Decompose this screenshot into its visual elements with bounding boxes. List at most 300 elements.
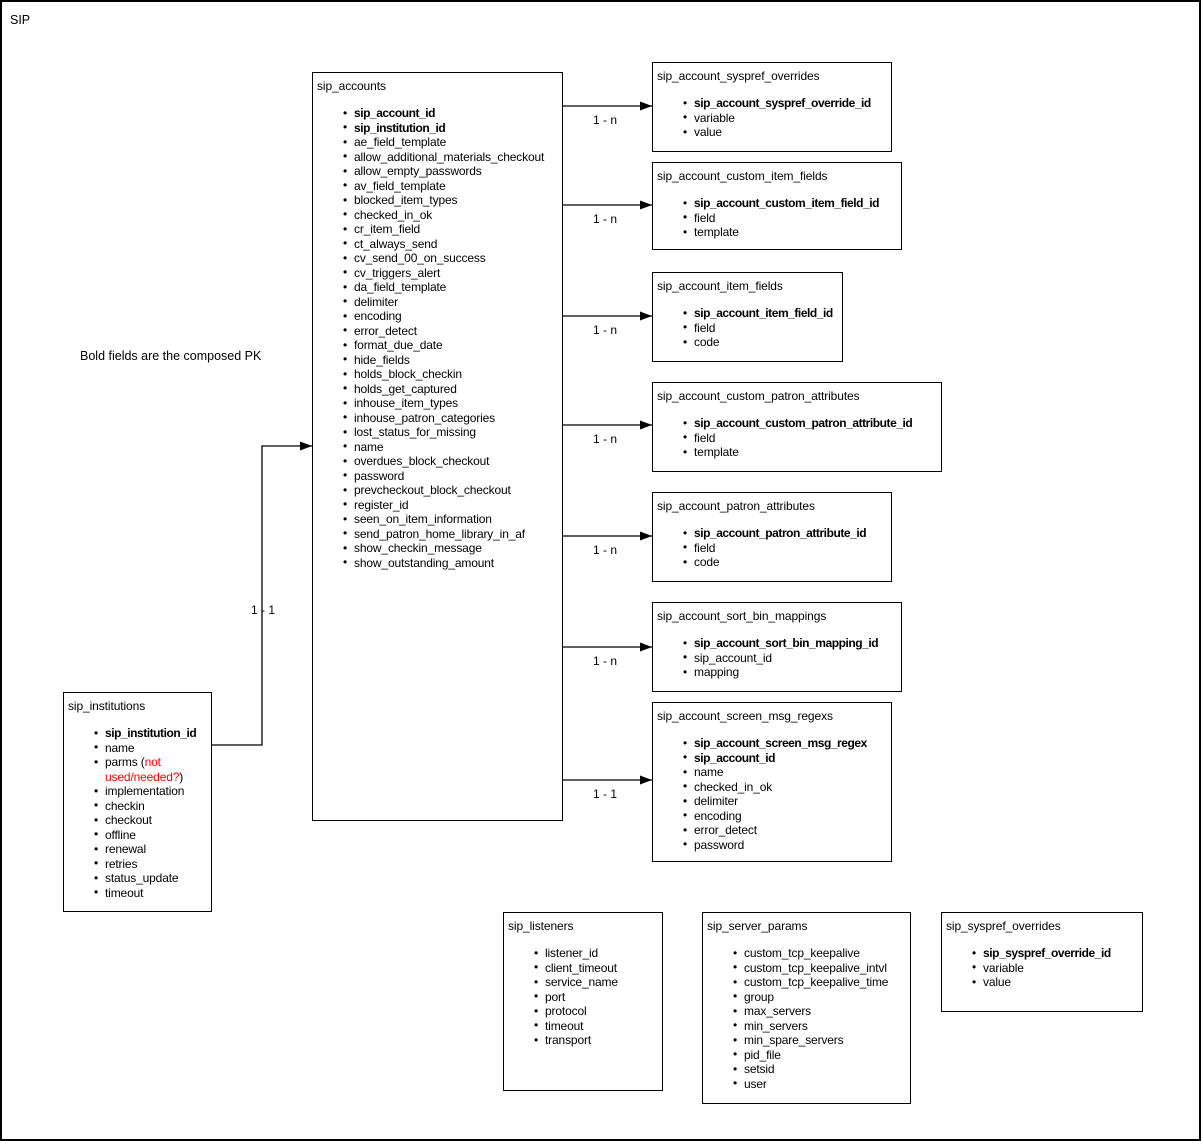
field-text: hide_fields (354, 352, 410, 367)
entity-field-list (313, 106, 562, 570)
bullet-icon: • (343, 540, 348, 555)
bullet-icon: • (733, 974, 738, 989)
field-text: not used/needed? (105, 755, 180, 784)
entity-field (94, 799, 209, 814)
entity-sip_account_sort_bin_mappings (652, 602, 902, 692)
entity-field (343, 483, 560, 498)
connector-cardinality-label: 1 - n (592, 113, 618, 127)
bullet-icon: • (733, 1018, 738, 1032)
connector-cardinality-label: 1 - 1 (592, 787, 618, 801)
entity-field (683, 96, 889, 111)
field-text: sip_account_screen_msg_regex (694, 736, 867, 750)
entity-field (343, 425, 560, 440)
entity-field (343, 512, 560, 527)
field-text: sip_account_syspref_override_id (694, 96, 871, 110)
field-text: code (694, 555, 720, 569)
entity-field (733, 961, 908, 976)
entity-title: sip_account_screen_msg_regexs (657, 709, 833, 723)
connector-sip_institutions-to-sip_accounts (212, 446, 312, 745)
bullet-icon: • (683, 735, 687, 750)
field-text: delimiter (354, 294, 398, 309)
entity-field (534, 975, 660, 990)
entity-field (683, 765, 889, 780)
entity-field (733, 1077, 908, 1092)
connector-cardinality-label: 1 - n (592, 212, 618, 226)
entity-field (683, 321, 840, 336)
field-text: sip_account_item_field_id (694, 306, 833, 320)
bullet-icon: • (343, 555, 348, 569)
field-text: value (983, 975, 1011, 989)
field-text: field (694, 540, 716, 555)
bullet-icon: • (683, 210, 688, 224)
entity-field (683, 431, 939, 446)
field-text: cr_item_field (354, 222, 421, 236)
field-text: prevcheckout_block_checkout (354, 483, 511, 497)
bullet-icon: • (343, 323, 348, 337)
entity-sip_server_params (702, 912, 911, 1104)
bullet-icon: • (343, 134, 348, 149)
bullet-icon: • (683, 779, 688, 793)
entity-field-list (653, 196, 901, 240)
entity-field (683, 794, 889, 809)
entity-field-list (653, 96, 891, 140)
field-text: code (694, 335, 720, 349)
field-text: min_servers (744, 1018, 808, 1033)
connector-cardinality-label: 1 - 1 (250, 603, 276, 617)
field-text: checked_in_ok (694, 779, 773, 794)
bullet-icon: • (343, 497, 348, 511)
entity-field (683, 225, 899, 240)
entity-field (343, 135, 560, 150)
entity-field-list (703, 946, 910, 1091)
bullet-icon: • (343, 265, 348, 279)
bullet-icon: • (94, 754, 99, 769)
bullet-icon: • (733, 1061, 738, 1076)
entity-field (94, 755, 209, 784)
entity-field (343, 266, 560, 281)
entity-sip_listeners (503, 912, 663, 1091)
bullet-icon: • (343, 381, 348, 395)
entity-field (683, 751, 889, 766)
bullet-icon: • (683, 305, 687, 320)
entity-field (733, 1062, 908, 1077)
bullet-icon: • (733, 1047, 738, 1061)
field-text: blocked_item_types (354, 193, 458, 207)
bullet-icon: • (343, 149, 348, 163)
bullet-icon: • (343, 105, 347, 120)
bullet-icon: • (733, 989, 738, 1003)
bullet-icon: • (683, 764, 688, 779)
field-text: register_id (354, 497, 409, 512)
bullet-icon: • (534, 989, 539, 1003)
entity-title: sip_listeners (508, 919, 574, 933)
entity-field (534, 961, 660, 976)
entity-field (343, 193, 560, 208)
entity-field (343, 324, 560, 339)
field-text: template (694, 445, 739, 459)
bullet-icon: • (343, 221, 348, 236)
field-text: timeout (545, 1018, 584, 1033)
bullet-icon: • (343, 308, 348, 323)
bullet-icon: • (343, 439, 348, 453)
bullet-icon: • (534, 1003, 539, 1018)
field-text: sip_account_custom_patron_attribute_id (694, 416, 913, 430)
entity-field (683, 838, 889, 853)
entity-field (94, 784, 209, 799)
bullet-icon: • (733, 1003, 738, 1018)
bullet-icon: • (683, 554, 688, 569)
field-text: status_update (105, 871, 179, 885)
bullet-icon: • (94, 827, 99, 841)
entity-field (534, 1033, 660, 1048)
entity-field (683, 823, 889, 838)
entity-title: sip_server_params (707, 919, 808, 933)
entity-field (683, 306, 840, 321)
entity-field (733, 975, 908, 990)
bullet-icon: • (94, 783, 99, 798)
entity-field (343, 295, 560, 310)
entity-field (94, 886, 209, 901)
pk-note: Bold fields are the composed PK (80, 349, 262, 363)
bullet-icon: • (343, 192, 348, 207)
entity-field (683, 445, 939, 460)
bullet-icon: • (343, 395, 348, 410)
bullet-icon: • (534, 1032, 539, 1047)
field-text: ) (179, 769, 184, 784)
bullet-icon: • (683, 124, 688, 139)
entity-field (94, 842, 209, 857)
entity-field (733, 1048, 908, 1063)
entity-field (343, 208, 560, 223)
entity-field (94, 857, 209, 872)
bullet-icon: • (683, 430, 688, 444)
bullet-icon: • (94, 740, 99, 754)
entity-sip_syspref_overrides (941, 912, 1143, 1012)
entity-field (683, 416, 939, 431)
entity-field-list (653, 636, 901, 680)
bullet-icon: • (683, 224, 688, 239)
field-text: transport (545, 1033, 592, 1047)
entity-field-list (653, 416, 941, 460)
field-text: sip_account_sort_bin_mapping_id (694, 636, 879, 650)
entity-field (972, 961, 1140, 976)
entity-field (343, 469, 560, 484)
field-text: parms ( (105, 755, 145, 769)
entity-field-list (653, 736, 891, 852)
entity-title: sip_institutions (68, 699, 146, 713)
field-text: sip_account_patron_attribute_id (694, 526, 867, 540)
field-text: av_field_template (354, 178, 446, 193)
field-text: inhouse_item_types (354, 396, 459, 410)
field-text: password (694, 837, 745, 852)
entity-field (534, 1019, 660, 1034)
entity-field (343, 382, 560, 397)
entity-sip_account_syspref_overrides (652, 62, 892, 152)
field-text: name (354, 439, 384, 454)
field-text: inhouse_patron_categories (354, 410, 496, 425)
entity-field (733, 990, 908, 1005)
field-text: field (694, 430, 716, 445)
bullet-icon: • (683, 837, 688, 851)
entity-title: sip_syspref_overrides (946, 919, 1061, 933)
entity-field (343, 353, 560, 368)
bullet-icon: • (683, 95, 687, 110)
bullet-icon: • (683, 525, 687, 540)
field-text: implementation (105, 784, 185, 798)
field-text: show_checkin_message (354, 541, 482, 555)
field-text: checkout (105, 813, 152, 827)
entity-title: sip_account_sort_bin_mappings (657, 609, 827, 623)
bullet-icon: • (343, 352, 348, 366)
field-text: custom_tcp_keepalive_time (744, 975, 889, 989)
entity-sip_account_patron_attributes (652, 492, 892, 582)
field-text: da_field_template (354, 280, 447, 294)
entity-field (343, 396, 560, 411)
field-text: pid_file (744, 1047, 781, 1062)
field-text: holds_get_captured (354, 381, 457, 396)
field-text: send_patron_home_library_in_af (354, 526, 525, 541)
entity-field (683, 651, 899, 666)
field-text: encoding (354, 309, 402, 323)
connector-cardinality-label: 1 - n (592, 543, 618, 557)
entity-field (343, 556, 560, 571)
entity-sip_account_custom_item_fields (652, 162, 902, 250)
entity-field (733, 1004, 908, 1019)
field-text: sip_account_id (354, 106, 436, 120)
bullet-icon: • (733, 945, 738, 960)
entity-field (683, 665, 899, 680)
field-text: retries (105, 856, 138, 871)
entity-field (683, 125, 889, 140)
entity-field (733, 946, 908, 961)
bullet-icon: • (683, 793, 688, 808)
bullet-icon: • (94, 885, 99, 899)
field-text: seen_on_item_information (354, 512, 492, 526)
entity-field (343, 106, 560, 121)
bullet-icon: • (683, 334, 688, 349)
container-title: SIP (10, 13, 31, 27)
bullet-icon: • (343, 424, 348, 439)
field-text: variable (983, 960, 1024, 975)
entity-field (343, 498, 560, 513)
bullet-icon: • (733, 1076, 738, 1090)
entity-field (343, 541, 560, 556)
entity-field (343, 179, 560, 194)
entity-field (94, 828, 209, 843)
field-text: port (545, 989, 566, 1004)
field-text: format_due_date (354, 338, 443, 352)
field-text: name (105, 740, 135, 755)
bullet-icon: • (683, 750, 687, 764)
bullet-icon: • (343, 453, 348, 468)
entity-field (343, 237, 560, 252)
entity-field (343, 164, 560, 179)
entity-field (343, 222, 560, 237)
field-text: mapping (694, 665, 739, 679)
connector-cardinality-label: 1 - n (592, 432, 618, 446)
field-text: error_detect (694, 823, 757, 837)
bullet-icon: • (683, 808, 688, 822)
entity-field (343, 150, 560, 165)
field-text: allow_empty_passwords (354, 164, 482, 178)
bullet-icon: • (94, 856, 99, 870)
field-text: group (744, 989, 774, 1004)
bullet-icon: • (343, 337, 348, 352)
bullet-icon: • (683, 664, 688, 679)
field-text: checkin (105, 798, 145, 813)
entity-field (94, 741, 209, 756)
entity-field (683, 736, 889, 751)
field-text: error_detect (354, 323, 417, 338)
bullet-icon: • (94, 841, 99, 856)
field-text: ct_always_send (354, 236, 438, 251)
field-text: lost_status_for_missing (354, 425, 476, 439)
field-text: template (694, 225, 739, 239)
entity-field (683, 335, 840, 350)
field-text: value (694, 125, 722, 139)
field-text: checked_in_ok (354, 207, 433, 222)
entity-field (94, 813, 209, 828)
entity-field (343, 440, 560, 455)
field-text: custom_tcp_keepalive_intvl (744, 960, 887, 975)
bullet-icon: • (683, 444, 688, 459)
field-text: ae_field_template (354, 135, 447, 149)
bullet-icon: • (733, 1032, 738, 1047)
entity-field-list (64, 726, 211, 900)
entity-field (972, 975, 1140, 990)
field-text: client_timeout (545, 960, 617, 975)
bullet-icon: • (683, 635, 687, 650)
bullet-icon: • (343, 294, 348, 308)
bullet-icon: • (343, 526, 348, 540)
connector-cardinality-label: 1 - n (592, 323, 618, 337)
bullet-icon: • (343, 511, 348, 526)
entity-field (534, 946, 660, 961)
entity-field (343, 454, 560, 469)
field-text: max_servers (744, 1004, 812, 1018)
field-text: service_name (545, 975, 618, 989)
bullet-icon: • (343, 236, 348, 250)
entity-title: sip_account_patron_attributes (657, 499, 815, 513)
entity-field (683, 809, 889, 824)
entity-title: sip_accounts (317, 79, 386, 93)
entity-field (733, 1033, 908, 1048)
field-text: offline (105, 827, 136, 842)
field-text: sip_syspref_override_id (983, 946, 1111, 960)
entity-title: sip_account_custom_item_fields (657, 169, 828, 183)
bullet-icon: • (343, 250, 348, 265)
entity-field (683, 211, 899, 226)
bullet-icon: • (683, 540, 688, 554)
bullet-icon: • (972, 974, 977, 989)
field-text: sip_institution_id (105, 726, 197, 740)
entity-field (683, 196, 899, 211)
field-text: sip_account_id (694, 650, 772, 665)
entity-field (733, 1019, 908, 1034)
field-text: encoding (694, 808, 742, 823)
bullet-icon: • (534, 945, 539, 960)
field-text: custom_tcp_keepalive (744, 946, 860, 960)
entity-field (343, 121, 560, 136)
entity-field (534, 990, 660, 1005)
entity-field (683, 555, 889, 570)
field-text: holds_block_checkin (354, 367, 462, 381)
bullet-icon: • (94, 725, 98, 740)
entity-field-list (942, 946, 1142, 990)
field-text: user (744, 1076, 767, 1091)
entity-field (683, 526, 889, 541)
bullet-icon: • (733, 960, 738, 974)
bullet-icon: • (972, 960, 977, 974)
bullet-icon: • (534, 1018, 539, 1032)
bullet-icon: • (94, 870, 99, 885)
field-text: show_outstanding_amount (354, 555, 494, 570)
field-text: cv_send_00_on_success (354, 251, 486, 265)
bullet-icon: • (534, 974, 539, 989)
bullet-icon: • (94, 812, 99, 827)
entity-field (343, 367, 560, 382)
bullet-icon: • (343, 468, 348, 482)
bullet-icon: • (683, 822, 688, 837)
field-text: listener_id (545, 946, 599, 960)
bullet-icon: • (94, 798, 99, 812)
entity-field (972, 946, 1140, 961)
field-text: timeout (105, 885, 144, 900)
bullet-icon: • (343, 482, 348, 497)
entity-field (343, 338, 560, 353)
entity-sip_accounts (312, 72, 563, 821)
entity-field (683, 636, 899, 651)
bullet-icon: • (343, 178, 348, 192)
bullet-icon: • (343, 366, 348, 381)
bullet-icon: • (534, 960, 539, 974)
field-text: delimiter (694, 794, 738, 808)
bullet-icon: • (343, 163, 348, 178)
entity-field (683, 111, 889, 126)
field-text: protocol (545, 1004, 587, 1018)
field-text: sip_institution_id (354, 120, 446, 135)
field-text: min_spare_servers (744, 1033, 844, 1047)
bullet-icon: • (343, 120, 347, 134)
entity-field (683, 541, 889, 556)
entity-sip_account_item_fields (652, 272, 843, 362)
field-text: name (694, 765, 724, 779)
bullet-icon: • (683, 110, 688, 124)
entity-field (94, 726, 209, 741)
entity-field (343, 527, 560, 542)
entity-field-list (504, 946, 662, 1048)
entity-field (343, 251, 560, 266)
bullet-icon: • (972, 945, 976, 960)
bullet-icon: • (343, 207, 348, 221)
entity-field (343, 309, 560, 324)
entity-field (683, 780, 889, 795)
field-text: setsid (744, 1062, 775, 1076)
entity-field-list (653, 526, 891, 570)
field-text: sip_account_id (694, 750, 776, 765)
field-text: renewal (105, 842, 146, 856)
field-text: field (694, 320, 716, 335)
entity-title: sip_account_custom_patron_attributes (657, 389, 860, 403)
field-text: password (354, 468, 405, 483)
field-text: allow_additional_materials_checkout (354, 149, 545, 164)
entity-field-list (653, 306, 842, 350)
entity-sip_account_custom_patron_attributes (652, 382, 942, 472)
field-text: cv_triggers_alert (354, 265, 441, 280)
entity-field (343, 280, 560, 295)
entity-title: sip_account_item_fields (657, 279, 783, 293)
bullet-icon: • (683, 320, 688, 334)
